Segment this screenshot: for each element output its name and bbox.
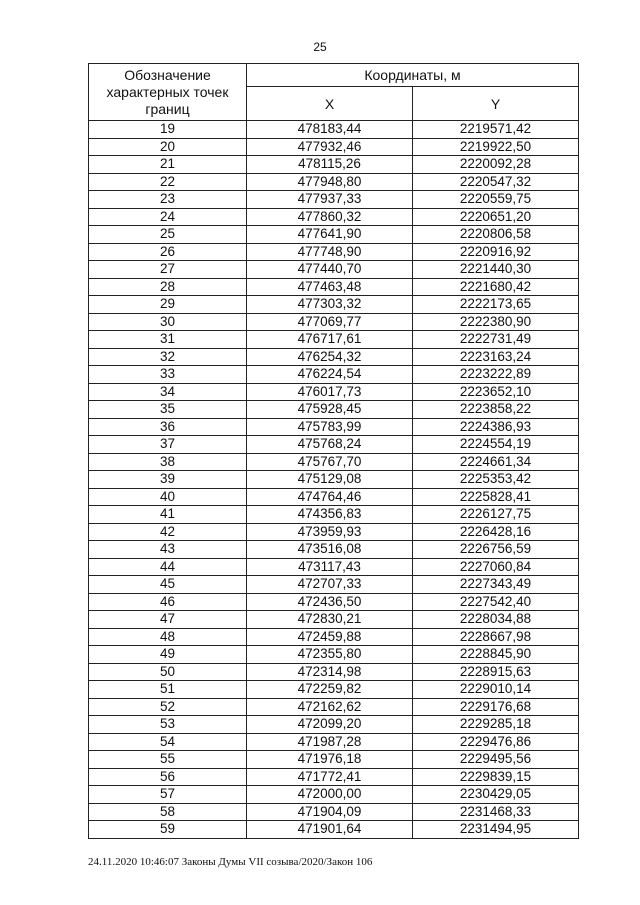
y-cell: 2223652,10 (413, 383, 579, 401)
table-row (89, 226, 579, 244)
point-cell: 21 (89, 156, 247, 174)
table-row (89, 243, 579, 261)
y-cell: 2221440,30 (413, 261, 579, 279)
table-row (89, 173, 579, 191)
y-cell: 2229285,18 (413, 716, 579, 734)
point-cell: 49 (89, 646, 247, 664)
table-row (89, 698, 579, 716)
header-y: Y (413, 87, 579, 121)
y-cell: 2222173,65 (413, 296, 579, 314)
x-cell: 475768,24 (247, 436, 413, 454)
point-cell: 58 (89, 803, 247, 821)
x-cell: 471987,28 (247, 733, 413, 751)
x-cell: 477748,90 (247, 243, 413, 261)
x-cell: 472707,33 (247, 576, 413, 594)
x-cell: 476254,32 (247, 348, 413, 366)
table-row (89, 348, 579, 366)
point-cell: 48 (89, 628, 247, 646)
y-cell: 2220092,28 (413, 156, 579, 174)
x-cell: 472000,00 (247, 786, 413, 804)
table-body (89, 121, 579, 839)
table-row (89, 558, 579, 576)
point-cell: 23 (89, 191, 247, 209)
x-cell: 475129,08 (247, 471, 413, 489)
y-cell: 2225828,41 (413, 488, 579, 506)
x-cell: 477463,48 (247, 278, 413, 296)
point-cell: 57 (89, 786, 247, 804)
table-row (89, 453, 579, 471)
y-cell: 2226428,16 (413, 523, 579, 541)
table-row (89, 488, 579, 506)
page-number: 25 (313, 40, 327, 54)
y-cell: 2228034,88 (413, 611, 579, 629)
point-cell: 29 (89, 296, 247, 314)
x-cell: 473959,93 (247, 523, 413, 541)
point-cell: 31 (89, 331, 247, 349)
point-cell: 40 (89, 488, 247, 506)
table-row (89, 541, 579, 559)
point-cell: 39 (89, 471, 247, 489)
y-cell: 2229839,15 (413, 768, 579, 786)
y-cell: 2226756,59 (413, 541, 579, 559)
point-cell: 59 (89, 821, 247, 839)
table-row (89, 821, 579, 839)
footer-stamp: 24.11.2020 10:46:07 Законы Думы VII созыва/2020/Закон 106 (88, 856, 373, 868)
x-cell: 472355,80 (247, 646, 413, 664)
table-row (89, 716, 579, 734)
point-cell: 33 (89, 366, 247, 384)
point-cell: 30 (89, 313, 247, 331)
x-cell: 477937,33 (247, 191, 413, 209)
point-cell: 44 (89, 558, 247, 576)
y-cell: 2224661,34 (413, 453, 579, 471)
x-cell: 478115,26 (247, 156, 413, 174)
table-row (89, 786, 579, 804)
point-cell: 34 (89, 383, 247, 401)
table-row (89, 436, 579, 454)
point-cell: 37 (89, 436, 247, 454)
x-cell: 472162,62 (247, 698, 413, 716)
table-row (89, 768, 579, 786)
table-row (89, 418, 579, 436)
table-row (89, 523, 579, 541)
point-cell: 50 (89, 663, 247, 681)
x-cell: 477932,46 (247, 138, 413, 156)
point-cell: 38 (89, 453, 247, 471)
y-cell: 2226127,75 (413, 506, 579, 524)
y-cell: 2230429,05 (413, 786, 579, 804)
y-cell: 2223858,22 (413, 401, 579, 419)
table-row (89, 751, 579, 769)
point-cell: 36 (89, 418, 247, 436)
x-cell: 471901,64 (247, 821, 413, 839)
y-cell: 2229010,14 (413, 681, 579, 699)
x-cell: 476717,61 (247, 331, 413, 349)
table-row (89, 296, 579, 314)
table-row (89, 331, 579, 349)
y-cell: 2222731,49 (413, 331, 579, 349)
y-cell: 2220547,32 (413, 173, 579, 191)
x-cell: 474764,46 (247, 488, 413, 506)
table-row (89, 646, 579, 664)
y-cell: 2223222,89 (413, 366, 579, 384)
table-row (89, 628, 579, 646)
x-cell: 477069,77 (247, 313, 413, 331)
x-cell: 477641,90 (247, 226, 413, 244)
y-cell: 2228915,63 (413, 663, 579, 681)
x-cell: 477440,70 (247, 261, 413, 279)
point-cell: 35 (89, 401, 247, 419)
x-cell: 477303,32 (247, 296, 413, 314)
point-cell: 43 (89, 541, 247, 559)
table-header (89, 64, 579, 121)
point-cell: 47 (89, 611, 247, 629)
point-cell: 41 (89, 506, 247, 524)
header-coordinates: Координаты, м (247, 64, 579, 87)
point-cell: 20 (89, 138, 247, 156)
table-row (89, 663, 579, 681)
point-cell: 53 (89, 716, 247, 734)
y-cell: 2231494,95 (413, 821, 579, 839)
y-cell: 2220559,75 (413, 191, 579, 209)
point-cell: 19 (89, 121, 247, 139)
y-cell: 2225353,42 (413, 471, 579, 489)
y-cell: 2222380,90 (413, 313, 579, 331)
y-cell: 2224386,93 (413, 418, 579, 436)
point-cell: 42 (89, 523, 247, 541)
point-cell: 32 (89, 348, 247, 366)
x-cell: 471976,18 (247, 751, 413, 769)
point-cell: 25 (89, 226, 247, 244)
table-row (89, 471, 579, 489)
y-cell: 2220806,58 (413, 226, 579, 244)
point-cell: 51 (89, 681, 247, 699)
y-cell: 2224554,19 (413, 436, 579, 454)
x-cell: 471772,41 (247, 768, 413, 786)
point-cell: 54 (89, 733, 247, 751)
y-cell: 2221680,42 (413, 278, 579, 296)
x-cell: 473516,08 (247, 541, 413, 559)
x-cell: 472436,50 (247, 593, 413, 611)
point-cell: 46 (89, 593, 247, 611)
y-cell: 2228845,90 (413, 646, 579, 664)
x-cell: 473117,43 (247, 558, 413, 576)
x-cell: 472830,21 (247, 611, 413, 629)
point-cell: 26 (89, 243, 247, 261)
y-cell: 2223163,24 (413, 348, 579, 366)
table-row (89, 506, 579, 524)
table-row (89, 611, 579, 629)
y-cell: 2220651,20 (413, 208, 579, 226)
table-row (89, 733, 579, 751)
point-cell: 22 (89, 173, 247, 191)
table-row (89, 593, 579, 611)
y-cell: 2231468,33 (413, 803, 579, 821)
point-cell: 24 (89, 208, 247, 226)
point-cell: 28 (89, 278, 247, 296)
x-cell: 478183,44 (247, 121, 413, 139)
y-cell: 2220916,92 (413, 243, 579, 261)
x-cell: 474356,83 (247, 506, 413, 524)
header-x: X (247, 87, 413, 121)
y-cell: 2227542,40 (413, 593, 579, 611)
y-cell: 2229176,68 (413, 698, 579, 716)
y-cell: 2229495,56 (413, 751, 579, 769)
table-row (89, 208, 579, 226)
table-row (89, 313, 579, 331)
table-row (89, 681, 579, 699)
x-cell: 475783,99 (247, 418, 413, 436)
x-cell: 472314,98 (247, 663, 413, 681)
table-row (89, 401, 579, 419)
point-cell: 56 (89, 768, 247, 786)
y-cell: 2227343,49 (413, 576, 579, 594)
x-cell: 476017,73 (247, 383, 413, 401)
table-row (89, 366, 579, 384)
x-cell: 475928,45 (247, 401, 413, 419)
table-row (89, 156, 579, 174)
x-cell: 472459,88 (247, 628, 413, 646)
point-cell: 45 (89, 576, 247, 594)
x-cell: 477948,80 (247, 173, 413, 191)
y-cell: 2219922,50 (413, 138, 579, 156)
table-row (89, 576, 579, 594)
table-row (89, 278, 579, 296)
y-cell: 2219571,42 (413, 121, 579, 139)
y-cell: 2228667,98 (413, 628, 579, 646)
table-row (89, 191, 579, 209)
x-cell: 472099,20 (247, 716, 413, 734)
y-cell: 2229476,86 (413, 733, 579, 751)
x-cell: 477860,32 (247, 208, 413, 226)
table-row (89, 383, 579, 401)
x-cell: 472259,82 (247, 681, 413, 699)
header-designation: Обозначение характерных точек границ (89, 64, 247, 121)
x-cell: 476224,54 (247, 366, 413, 384)
point-cell: 27 (89, 261, 247, 279)
table-row (89, 261, 579, 279)
x-cell: 475767,70 (247, 453, 413, 471)
table-row (89, 121, 579, 139)
point-cell: 52 (89, 698, 247, 716)
table-row (89, 803, 579, 821)
x-cell: 471904,09 (247, 803, 413, 821)
point-cell: 55 (89, 751, 247, 769)
y-cell: 2227060,84 (413, 558, 579, 576)
coordinates-table (88, 63, 579, 839)
table-row (89, 138, 579, 156)
